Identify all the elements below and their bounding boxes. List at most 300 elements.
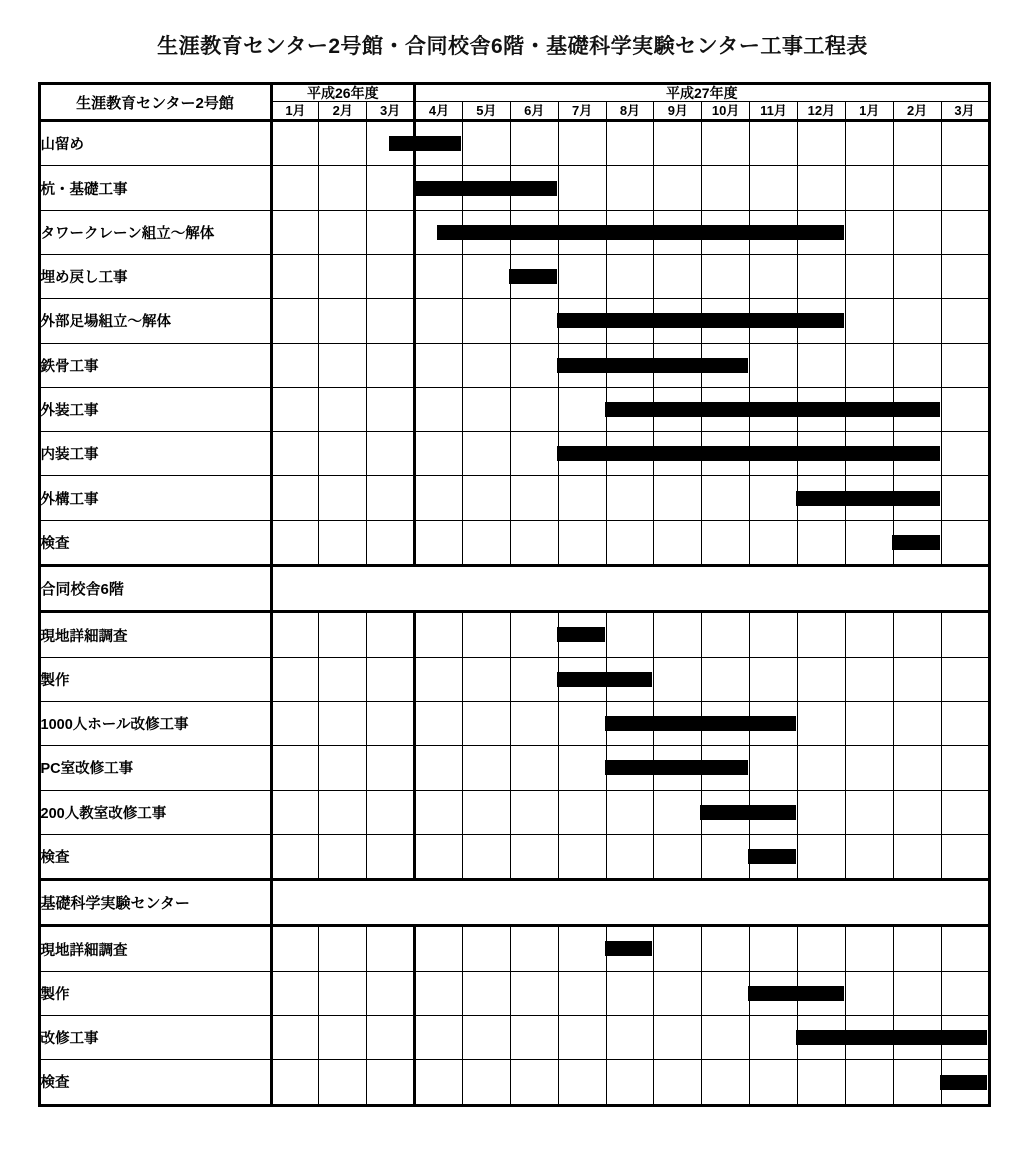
month-header-5: 5月 <box>462 102 510 121</box>
timeline-cell <box>510 520 558 565</box>
timeline-cell <box>606 121 654 166</box>
timeline-cell <box>654 971 702 1015</box>
task-row[interactable] <box>39 121 989 166</box>
timeline-cell <box>319 657 367 701</box>
task-label: 杭・基礎工事 <box>39 166 271 210</box>
timeline-cell <box>558 476 606 520</box>
timeline-cell <box>367 701 415 745</box>
timeline-cell <box>702 432 750 476</box>
timeline-cell <box>510 476 558 520</box>
timeline-cell <box>606 834 654 879</box>
timeline-cell <box>654 612 702 657</box>
timeline-cell <box>271 834 319 879</box>
timeline-cell <box>845 299 893 343</box>
timeline-cell <box>845 1016 893 1060</box>
gantt-table-header <box>39 84 989 121</box>
timeline-cell <box>893 121 941 166</box>
timeline-cell <box>845 520 893 565</box>
timeline-cell <box>558 387 606 431</box>
timeline-cell <box>510 343 558 387</box>
timeline-cell <box>893 926 941 971</box>
timeline-cell <box>750 701 798 745</box>
timeline-cell <box>750 254 798 298</box>
timeline-cell <box>510 657 558 701</box>
timeline-cell <box>797 1016 845 1060</box>
timeline-cell <box>702 612 750 657</box>
timeline-cell <box>415 520 463 565</box>
timeline-cell <box>797 971 845 1015</box>
timeline-cell <box>797 432 845 476</box>
timeline-cell <box>893 790 941 834</box>
timeline-cell <box>415 657 463 701</box>
timeline-cell <box>415 299 463 343</box>
month-header-13: 1月 <box>845 102 893 121</box>
timeline-cell <box>319 476 367 520</box>
task-row[interactable] <box>39 254 989 298</box>
month-header-1: 1月 <box>271 102 319 121</box>
timeline-cell <box>558 790 606 834</box>
timeline-cell <box>941 1016 989 1060</box>
timeline-cell <box>606 299 654 343</box>
timeline-cell <box>654 210 702 254</box>
timeline-cell <box>654 343 702 387</box>
timeline-cell <box>462 166 510 210</box>
timeline-cell <box>462 476 510 520</box>
timeline-cell <box>702 746 750 790</box>
timeline-cell <box>510 1016 558 1060</box>
timeline-cell <box>606 343 654 387</box>
timeline-cell <box>941 926 989 971</box>
timeline-cell <box>367 476 415 520</box>
timeline-cell <box>750 1060 798 1105</box>
timeline-cell <box>510 299 558 343</box>
timeline-cell <box>797 520 845 565</box>
timeline-cell <box>750 657 798 701</box>
timeline-cell <box>702 166 750 210</box>
task-label: 200人教室改修工事 <box>39 790 271 834</box>
month-header-2: 2月 <box>319 102 367 121</box>
timeline-cell <box>462 520 510 565</box>
timeline-cell <box>415 166 463 210</box>
timeline-cell <box>367 520 415 565</box>
task-row[interactable] <box>39 971 989 1015</box>
timeline-cell <box>702 299 750 343</box>
timeline-cell <box>797 790 845 834</box>
timeline-cell <box>462 790 510 834</box>
timeline-cell <box>415 926 463 971</box>
timeline-cell <box>558 432 606 476</box>
timeline-cell <box>654 520 702 565</box>
timeline-cell <box>702 254 750 298</box>
month-header-6: 6月 <box>510 102 558 121</box>
timeline-cell <box>415 1016 463 1060</box>
timeline-cell <box>893 343 941 387</box>
task-row[interactable] <box>39 520 989 565</box>
timeline-cell <box>462 657 510 701</box>
timeline-cell <box>893 476 941 520</box>
timeline-cell <box>845 432 893 476</box>
timeline-cell <box>893 299 941 343</box>
timeline-cell <box>415 746 463 790</box>
timeline-cell <box>415 612 463 657</box>
timeline-cell <box>750 790 798 834</box>
timeline-cell <box>606 657 654 701</box>
timeline-cell <box>606 210 654 254</box>
timeline-cell <box>415 210 463 254</box>
timeline-cell <box>654 1016 702 1060</box>
timeline-cell <box>462 926 510 971</box>
timeline-cell <box>702 343 750 387</box>
timeline-cell <box>367 834 415 879</box>
timeline-cell <box>654 299 702 343</box>
timeline-cell <box>797 746 845 790</box>
timeline-cell <box>845 657 893 701</box>
timeline-cell <box>510 210 558 254</box>
timeline-cell <box>271 520 319 565</box>
timeline-cell <box>319 1060 367 1105</box>
timeline-cell <box>319 746 367 790</box>
task-row[interactable] <box>39 1016 989 1060</box>
timeline-cell <box>941 834 989 879</box>
timeline-cell <box>941 790 989 834</box>
timeline-cell <box>558 343 606 387</box>
timeline-cell <box>319 971 367 1015</box>
timeline-cell <box>271 701 319 745</box>
timeline-cell <box>606 432 654 476</box>
timeline-cell <box>750 926 798 971</box>
timeline-cell <box>654 254 702 298</box>
timeline-cell <box>367 210 415 254</box>
task-row[interactable] <box>39 746 989 790</box>
timeline-cell <box>797 254 845 298</box>
timeline-cell <box>319 926 367 971</box>
timeline-cell <box>271 746 319 790</box>
timeline-cell <box>941 299 989 343</box>
timeline-cell <box>462 834 510 879</box>
task-row[interactable] <box>39 343 989 387</box>
timeline-cell <box>367 971 415 1015</box>
timeline-cell <box>606 1016 654 1060</box>
header-row-fiscal-year <box>39 84 989 102</box>
task-label: 製作 <box>39 657 271 701</box>
timeline-cell <box>271 210 319 254</box>
task-label: 現地詳細調査 <box>39 612 271 657</box>
timeline-cell <box>558 657 606 701</box>
timeline-cell <box>606 1060 654 1105</box>
timeline-cell <box>893 254 941 298</box>
task-row[interactable] <box>39 790 989 834</box>
task-row[interactable] <box>39 701 989 745</box>
timeline-cell <box>797 387 845 431</box>
timeline-cell <box>941 343 989 387</box>
timeline-cell <box>606 926 654 971</box>
timeline-cell <box>415 834 463 879</box>
timeline-cell <box>558 746 606 790</box>
timeline-cell <box>558 166 606 210</box>
timeline-cell <box>845 121 893 166</box>
timeline-cell <box>510 612 558 657</box>
timeline-cell <box>702 834 750 879</box>
timeline-cell <box>271 121 319 166</box>
timeline-cell <box>558 121 606 166</box>
timeline-cell <box>558 971 606 1015</box>
timeline-cell <box>271 432 319 476</box>
timeline-cell <box>462 254 510 298</box>
timeline-cell <box>415 387 463 431</box>
timeline-cell <box>606 971 654 1015</box>
task-label: 現地詳細調査 <box>39 926 271 971</box>
task-row[interactable] <box>39 926 989 971</box>
timeline-cell <box>558 612 606 657</box>
timeline-cell <box>702 1060 750 1105</box>
timeline-cell <box>367 1060 415 1105</box>
timeline-cell <box>654 790 702 834</box>
timeline-cell <box>606 387 654 431</box>
timeline-cell <box>941 121 989 166</box>
month-header-7: 7月 <box>558 102 606 121</box>
timeline-cell <box>941 612 989 657</box>
timeline-cell <box>893 746 941 790</box>
timeline-cell <box>319 701 367 745</box>
timeline-cell <box>654 701 702 745</box>
task-row[interactable] <box>39 210 989 254</box>
timeline-cell <box>462 971 510 1015</box>
task-row[interactable] <box>39 612 989 657</box>
timeline-cell <box>415 432 463 476</box>
task-label: 鉄骨工事 <box>39 343 271 387</box>
task-label: タワークレーン組立～解体 <box>39 210 271 254</box>
timeline-cell <box>415 701 463 745</box>
section-blank-timeline <box>271 880 989 926</box>
timeline-cell <box>510 121 558 166</box>
timeline-cell <box>941 432 989 476</box>
timeline-cell <box>367 926 415 971</box>
timeline-cell <box>845 1060 893 1105</box>
timeline-cell <box>702 121 750 166</box>
timeline-cell <box>750 299 798 343</box>
timeline-cell <box>845 746 893 790</box>
timeline-cell <box>271 926 319 971</box>
timeline-cell <box>797 299 845 343</box>
timeline-cell <box>893 166 941 210</box>
timeline-cell <box>271 971 319 1015</box>
task-label: 1000人ホール改修工事 <box>39 701 271 745</box>
timeline-cell <box>415 121 463 166</box>
timeline-cell <box>367 432 415 476</box>
gantt-table <box>38 82 991 1107</box>
timeline-cell <box>845 387 893 431</box>
timeline-cell <box>750 166 798 210</box>
timeline-cell <box>558 1060 606 1105</box>
timeline-cell <box>654 746 702 790</box>
timeline-cell <box>367 254 415 298</box>
timeline-cell <box>702 790 750 834</box>
timeline-cell <box>319 790 367 834</box>
task-row[interactable] <box>39 657 989 701</box>
timeline-cell <box>319 432 367 476</box>
timeline-cell <box>702 971 750 1015</box>
timeline-cell <box>654 926 702 971</box>
month-header-10: 10月 <box>702 102 750 121</box>
timeline-cell <box>319 834 367 879</box>
timeline-cell <box>606 476 654 520</box>
timeline-cell <box>271 612 319 657</box>
gantt-chart-container <box>38 82 988 1107</box>
timeline-cell <box>367 166 415 210</box>
timeline-cell <box>319 343 367 387</box>
timeline-cell <box>797 657 845 701</box>
timeline-cell <box>845 343 893 387</box>
timeline-cell <box>319 387 367 431</box>
timeline-cell <box>702 520 750 565</box>
timeline-cell <box>319 166 367 210</box>
timeline-cell <box>845 476 893 520</box>
month-header-15: 3月 <box>941 102 989 121</box>
timeline-cell <box>462 343 510 387</box>
task-label: 埋め戻し工事 <box>39 254 271 298</box>
timeline-cell <box>750 387 798 431</box>
timeline-cell <box>558 701 606 745</box>
timeline-cell <box>750 476 798 520</box>
timeline-cell <box>797 166 845 210</box>
timeline-cell <box>893 387 941 431</box>
timeline-cell <box>462 1016 510 1060</box>
timeline-cell <box>750 520 798 565</box>
timeline-cell <box>941 971 989 1015</box>
timeline-cell <box>941 254 989 298</box>
task-label: 改修工事 <box>39 1016 271 1060</box>
timeline-cell <box>606 790 654 834</box>
timeline-cell <box>797 121 845 166</box>
task-row[interactable] <box>39 432 989 476</box>
task-row[interactable] <box>39 166 989 210</box>
timeline-cell <box>271 254 319 298</box>
timeline-cell <box>750 210 798 254</box>
timeline-cell <box>893 432 941 476</box>
timeline-cell <box>941 387 989 431</box>
timeline-cell <box>606 746 654 790</box>
timeline-cell <box>893 1016 941 1060</box>
timeline-cell <box>797 343 845 387</box>
timeline-cell <box>606 520 654 565</box>
timeline-cell <box>845 166 893 210</box>
timeline-cell <box>462 701 510 745</box>
task-label: 検査 <box>39 520 271 565</box>
timeline-cell <box>319 612 367 657</box>
timeline-cell <box>558 299 606 343</box>
timeline-cell <box>702 387 750 431</box>
timeline-cell <box>319 121 367 166</box>
timeline-cell <box>702 476 750 520</box>
timeline-cell <box>654 657 702 701</box>
timeline-cell <box>510 254 558 298</box>
section-header-row <box>39 880 989 926</box>
timeline-cell <box>558 254 606 298</box>
timeline-cell <box>367 790 415 834</box>
timeline-cell <box>462 121 510 166</box>
timeline-cell <box>462 210 510 254</box>
timeline-cell <box>367 121 415 166</box>
timeline-cell <box>319 210 367 254</box>
timeline-cell <box>367 746 415 790</box>
page-title: 生涯教育センター2号館・合同校舎6階・基礎科学実験センター工事工程表 <box>157 35 868 58</box>
timeline-cell <box>750 612 798 657</box>
timeline-cell <box>271 790 319 834</box>
timeline-cell <box>893 210 941 254</box>
timeline-cell <box>750 432 798 476</box>
section-title: 合同校舎6階 <box>39 566 271 612</box>
timeline-cell <box>845 834 893 879</box>
timeline-cell <box>654 476 702 520</box>
timeline-cell <box>654 1060 702 1105</box>
task-row[interactable] <box>39 476 989 520</box>
task-row[interactable] <box>39 834 989 879</box>
timeline-cell <box>510 1060 558 1105</box>
fiscal-year-header-1: 平成26年度 <box>271 84 415 102</box>
timeline-cell <box>654 432 702 476</box>
timeline-cell <box>845 612 893 657</box>
timeline-cell <box>750 343 798 387</box>
timeline-cell <box>893 701 941 745</box>
timeline-cell <box>510 790 558 834</box>
timeline-cell <box>750 834 798 879</box>
task-label: 内装工事 <box>39 432 271 476</box>
timeline-cell <box>941 476 989 520</box>
timeline-cell <box>893 834 941 879</box>
timeline-cell <box>415 1060 463 1105</box>
task-row[interactable] <box>39 1060 989 1105</box>
timeline-cell <box>893 657 941 701</box>
timeline-cell <box>654 834 702 879</box>
timeline-cell <box>319 520 367 565</box>
timeline-cell <box>702 210 750 254</box>
timeline-cell <box>797 926 845 971</box>
timeline-cell <box>606 254 654 298</box>
task-row[interactable] <box>39 299 989 343</box>
month-header-14: 2月 <box>893 102 941 121</box>
timeline-cell <box>845 926 893 971</box>
timeline-cell <box>415 790 463 834</box>
task-row[interactable] <box>39 387 989 431</box>
month-header-12: 12月 <box>797 102 845 121</box>
timeline-cell <box>845 971 893 1015</box>
timeline-cell <box>797 834 845 879</box>
timeline-cell <box>893 520 941 565</box>
timeline-cell <box>558 926 606 971</box>
task-label: 製作 <box>39 971 271 1015</box>
timeline-cell <box>797 1060 845 1105</box>
timeline-cell <box>415 476 463 520</box>
corner-header-label: 生涯教育センター2号館 <box>39 84 271 121</box>
timeline-cell <box>462 387 510 431</box>
timeline-cell <box>558 1016 606 1060</box>
section-header-row <box>39 566 989 612</box>
timeline-cell <box>319 299 367 343</box>
timeline-cell <box>415 343 463 387</box>
timeline-cell <box>415 971 463 1015</box>
timeline-cell <box>510 926 558 971</box>
timeline-cell <box>893 1060 941 1105</box>
timeline-cell <box>367 612 415 657</box>
timeline-cell <box>271 1060 319 1105</box>
fiscal-year-header-2: 平成27年度 <box>415 84 989 102</box>
timeline-cell <box>941 520 989 565</box>
timeline-cell <box>367 657 415 701</box>
timeline-cell <box>271 476 319 520</box>
timeline-cell <box>750 1016 798 1060</box>
gantt-table-body <box>39 121 989 1106</box>
timeline-cell <box>941 210 989 254</box>
